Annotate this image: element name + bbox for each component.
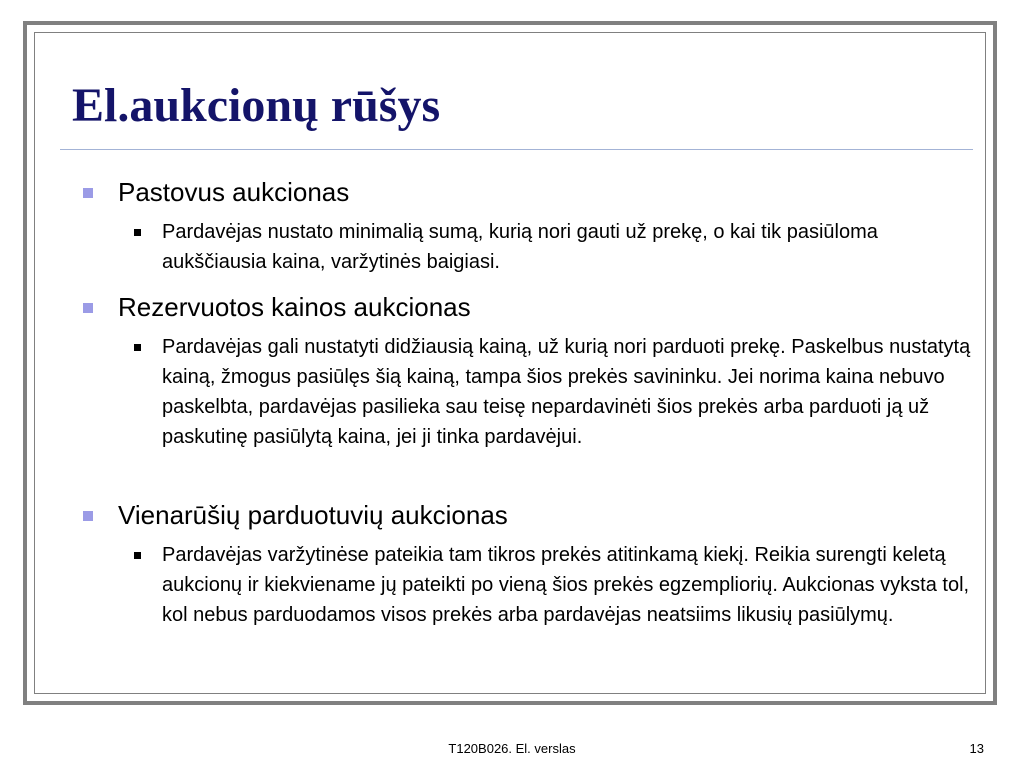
footer-course-label: T120B026. El. verslas — [448, 741, 576, 756]
sub-bullet-square-icon — [134, 229, 141, 236]
bullet-detail: Pardavėjas gali nustatyti didžiausią kainą, už kurią nori parduoti prekę. Paskelbus nustatytą kainą, žmogus pasiūlęs šią kainą, tampa šios prekės savininku. Jei norima kaina nebuvo paskelbta, pardavėjas pasilieka sau teisę nepardavinėti šios prekės arba parduoti ją už paskutinę pasiūlytą kaina, jei ji tinka pardavėjui. — [162, 336, 971, 448]
bullet-detail: Pardavėjas varžytinėse pateikia tam tikros prekės atitinkamą kiekį. Reikia surengti keletą aukcionų ir kiekviename jų pateikti po vieną šios prekės egzempliorių. Aukcionas vyksta tol, kol nebus parduodamos visos prekės arba pardavėjas neatsiims likusių pasiūlymų. — [162, 544, 970, 626]
bullet-square-icon — [83, 188, 93, 198]
sub-bullet-square-icon — [134, 552, 141, 559]
bullet-square-icon — [83, 511, 93, 521]
slide-title: El.aukcionų rūšys — [72, 79, 441, 132]
bullet-heading: Pastovus aukcionas — [118, 177, 350, 207]
bullet-heading: Vienarūšių parduotuvių aukcionas — [118, 500, 508, 530]
bullet-detail: Pardavėjas nustato minimalią sumą, kurią nori gauti už prekę, o kai tik pasiūloma aukščiausia kaina, varžytinės baigiasi. — [162, 221, 878, 273]
bullet-square-icon — [83, 303, 93, 313]
sub-bullet-square-icon — [134, 344, 141, 351]
page-number: 13 — [969, 741, 984, 756]
bullet-heading: Rezervuotos kainos aukcionas — [118, 292, 471, 322]
